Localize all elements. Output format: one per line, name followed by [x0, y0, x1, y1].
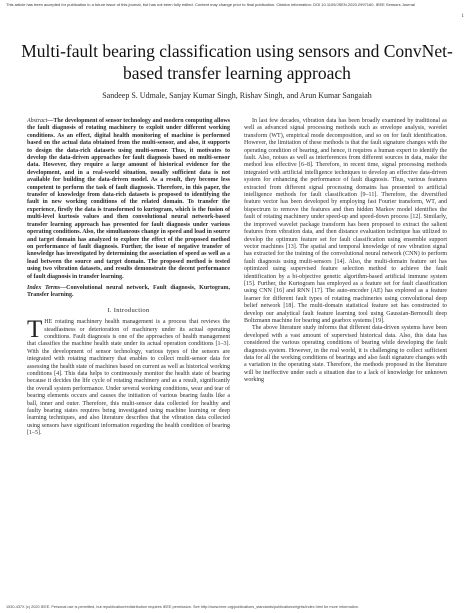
right-column: [244, 118, 447, 385]
copyright-footer: 1530-437X (c) 2020 IEEE. Personal use is permitted, but republication/redistribution requires IEEE permission. See http://www.ieee.org/publications_standards/publications/rights/index.html for more information.: [6, 605, 359, 609]
drop-cap: T: [27, 316, 43, 344]
intro-paragraph-2: In last few decades, vibration data has been broadly examined by traditional as well as advanced signal processing methods such as envelope analysis, wavelet transform (WT), empirical mode decomposition, and so on for fault identification. However, the limitation of these methods is that the fault signature changes with the operating condition of bearing, and hence, it requires a human expert to identify the fault. Also, noises as well as interferences from different sources in data, make the method less effective [6–8]. Therefore, in recent time, signal processing methods integrated with artificial intelligence techniques to develop an effective data-driven system for enhancing the performance of fault diagnosis. Thus, various features extracted from different signal processing domains has presented to artificial intelligence methods for fault classification [9–11]. Therefore, the diversified feature vector has been developed by employing fast Fourier transform, WT, and bispectrum to remove the features and then hidden Markov model identifies the fault of rotating machinery under speed-up and speed-down process [12]. Similarly, the improved wavelet package transform has been proposed to extract the salient features from vibration data, and then distance evaluation technique has utilized to develop the optimum feature set for fault classification using ensemble support vector machines [13]. The spatial and temporal knowledge of raw vibration signal has extracted for the training of the convolutional neural network (CNN) to perform fault diagnosis using multi-sensors [14]. Also, the multi-domain feature set has optimized using supervised feature selection method to achieve the fault identification by a bi-objective genetic algorithm-based artificial immune system [15]. Further, the Kurtogram has employed as a feature set for fault classification using CNN [16] and RNN [17]. The auto-encoder (AE) has explored as a feature learner for different fault types of rotating machineries using convolutional deep belief network [18]. The multi-domain statistical feature set has constructed to develop our analytical fault feature learning tool using Gaussian-Bernoulli deep Boltzmann machine for bearing and gearbox systems [19].: [244, 118, 447, 324]
intro-paragraph-3: The above literature study informs that different data-driven systems have been developed with a vast amount of supervised historical data. Also, this data has considered the various operating conditions of bearing while developing the fault diagnosis system. However, in the real world, it is challenging to collect sufficient data for all the working conditions of bearings and also fault signature changes with a variation in the operating state. Therefore, the methods proposed in the literature will be ineffective under such a situation due to a lack of knowledge for unknown working: [244, 325, 447, 384]
page-number: 1: [461, 14, 464, 19]
publication-note: This article has been accepted for publication in a future issue of this journal, but has not been fully edited. Content may change prior to final publication. Citation information: DOI 10.1109/JSEN.2020.2997160, IEEE Sensors Journal: [6, 2, 415, 7]
intro-paragraph-1-text: HE rotating machinery health management is a process that reviews the steadfastness or deterioration of machinery under its actual operating conditions. Fault diagnosis is one of the approaches of health management that classifies the machine health state under its actual operation conditions [1–3]. With the development of sensor technology, various types of the sensors are integrated with rotating machinery that enables to collect multi-sensor data for assessing the health state of machines based on current as well as historical working conditions [4]. This data helps to continuously monitor the health state of bearing because it decides the life cycle of rotating machinery and as a result, significantly the overall system performance. Under several working conditions, wear and tear of bearing elements occurs and causes the initiation of various bearing faults like a ball, inner and outer. Therefore, this multi-sensor data collected for healthy and faulty bearing states requires being investigated using machine learning or deep learning techniques, and also literature describes that the vibration data collected using sensors have significant information regarding the health condition of bearing [1–5].: [27, 319, 230, 437]
paper-authors: Sandeep S. Udmale, Sanjay Kumar Singh, Rishav Singh, and Arun Kumar Sangaiah: [102, 91, 372, 100]
section-heading: I. Introduction: [107, 306, 150, 314]
abstract: [27, 118, 230, 281]
abstract-lead: Abstract: [27, 118, 48, 124]
abstract-text: —The development of sensor technology and modern computing allows the fault diagnosis of rotating machinery to exploit under different working conditions. As an effect, digital health monitoring of machine is performed based on the actual data obtained from the multi-sensor, and also, it supports to design the data-rich datasets using multi-sensor. Thus, it motivates to develop the data-driven approaches for fault diagnosis based on multi-sensor data. However, they require a large amount of historical evidence for the development, and in a real-world situation, usually sufficient data is not available for building the data-driven model. As a result, they become less competent to perform the task of fault diagnosis. Therefore, in this paper, the transfer of knowledge from data-rich datasets is proposed to identifying the fault in new working conditions of the related domain. To transfer the experience, firstly the data is transformed to kurtogram, which is the fusion of multi-level kurtosis values and then convolutional neural network-based transfer learning approach has presented for fault diagnosis under various operating conditions. Also, the simultaneous change in speed and load in source and target domain has analyzed to explore the effect of the proposed method on performance of fault diagnosis. Further, the issue of negative transfer of knowledge has investigated by determining the association of speed as well as a load between the source and target domain. The proposed method is tested using two vibration datasets, and results demonstrate the decent performance of fault diagnosis in transfer learning.: [27, 118, 230, 280]
intro-paragraph-1: [27, 316, 230, 438]
index-terms-text: —Convolutional neural network, Fault diagnosis, Kurtogram, Transfer learning.: [27, 284, 230, 299]
paper-title: Multi-fault bearing classification using sensors and ConvNet-based transfer learning approach: [21, 41, 453, 83]
index-terms-lead: Index Terms: [27, 284, 61, 291]
left-column: [27, 118, 230, 438]
index-terms: [27, 285, 230, 300]
